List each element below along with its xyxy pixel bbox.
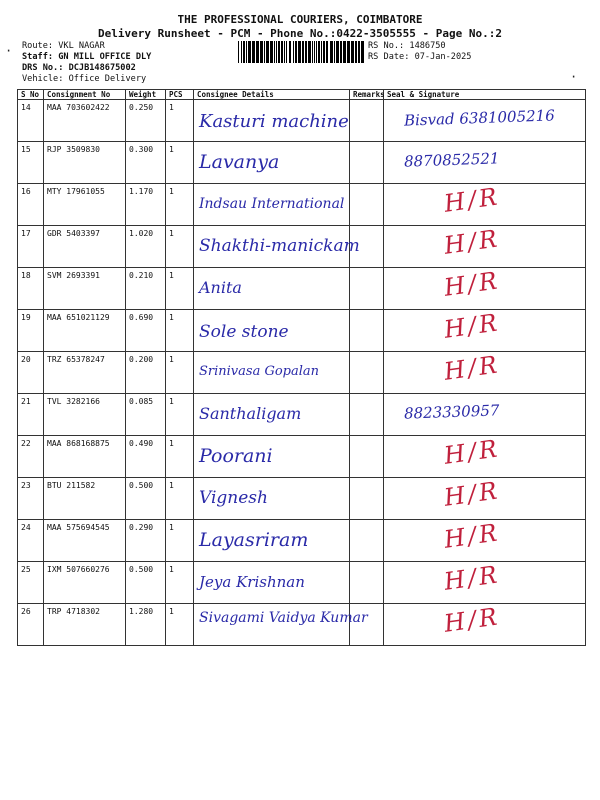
cell-remarks <box>350 310 384 352</box>
runsheet-table <box>17 89 586 646</box>
signature-handwriting: H/R <box>442 182 502 218</box>
consignee-handwriting: Santhaligam <box>199 404 302 423</box>
cell-consignee <box>194 604 368 646</box>
barcode-icon <box>238 41 364 63</box>
cell-sno: 14 <box>18 100 44 142</box>
barcode-bar <box>293 41 294 63</box>
cell-sno: 25 <box>18 562 44 604</box>
cell-weight: 0.690 <box>126 310 166 352</box>
cell-remarks <box>350 142 384 184</box>
barcode-bar <box>351 41 354 63</box>
barcode-bar <box>276 41 277 63</box>
runsheet-meta-right <box>368 41 471 63</box>
drs-number: DRS No.: DCJB148675002 <box>22 63 136 73</box>
cell-signature <box>384 352 586 394</box>
barcode-bar <box>241 41 242 63</box>
cell-signature <box>384 184 586 226</box>
col-header-signature: Seal & Signature <box>384 90 586 100</box>
cell-signature <box>384 604 586 646</box>
signature-handwriting: H/R <box>442 476 502 512</box>
signature-handwriting: 8870852521 <box>403 149 500 171</box>
signature-handwriting: H/R <box>442 266 502 302</box>
cell-remarks <box>350 100 384 142</box>
rs-number: RS No.: 1486750 <box>368 41 446 51</box>
consignee-handwriting: Kasturi machine <box>199 111 349 132</box>
consignee-handwriting: Anita <box>199 278 242 297</box>
cell-consignment: BTU 211582 <box>44 478 126 520</box>
cell-consignment: TRP 4718302 <box>44 604 126 646</box>
barcode-bar <box>340 41 342 63</box>
barcode-bar <box>321 41 322 63</box>
cell-pcs: 1 <box>166 226 194 268</box>
barcode-bar <box>323 41 325 63</box>
cell-weight: 0.200 <box>126 352 166 394</box>
cell-signature <box>384 562 586 604</box>
cell-consignment: SVM 2693391 <box>44 268 126 310</box>
staff-text: Staff: GN MILL OFFICE DLY <box>22 52 152 62</box>
cell-pcs: 1 <box>166 142 194 184</box>
cell-sno: 20 <box>18 352 44 394</box>
col-header-remarks: Remarks <box>350 90 384 100</box>
table-row <box>18 394 586 436</box>
table-header-row <box>18 90 586 100</box>
barcode-bar <box>326 41 328 63</box>
barcode-bar <box>302 41 304 63</box>
cell-pcs: 1 <box>166 436 194 478</box>
cell-sno: 17 <box>18 226 44 268</box>
table-row <box>18 436 586 478</box>
table-row <box>18 142 586 184</box>
cell-weight: 0.210 <box>126 268 166 310</box>
consignee-handwriting: Sole stone <box>199 322 289 342</box>
signature-handwriting: H/R <box>442 434 502 470</box>
signature-handwriting: H/R <box>442 350 502 386</box>
cell-pcs: 1 <box>166 604 194 646</box>
cell-pcs: 1 <box>166 478 194 520</box>
cell-pcs: 1 <box>166 352 194 394</box>
cell-pcs: 1 <box>166 520 194 562</box>
cell-signature <box>384 394 586 436</box>
cell-sno: 19 <box>18 310 44 352</box>
rs-date: RS Date: 07-Jan-2025 <box>368 52 472 62</box>
barcode-bar <box>330 41 333 63</box>
cell-weight: 0.085 <box>126 394 166 436</box>
signature-handwriting: H/R <box>442 224 502 260</box>
cell-pcs: 1 <box>166 310 194 352</box>
table-row <box>18 100 586 142</box>
barcode-bar <box>238 41 239 63</box>
table-row <box>18 604 586 646</box>
barcode-bar <box>264 41 265 63</box>
cell-consignee <box>194 436 350 478</box>
cell-consignment: TRZ 65378247 <box>44 352 126 394</box>
cell-weight: 1.170 <box>126 184 166 226</box>
barcode-bar <box>308 41 311 63</box>
barcode-bar <box>281 41 283 63</box>
barcode-bar <box>336 41 339 63</box>
cell-consignee <box>194 268 350 310</box>
barcode-bar <box>256 41 259 63</box>
barcode-bar <box>312 41 313 63</box>
cell-consignment: TVL 3282166 <box>44 394 126 436</box>
signature-handwriting: H/R <box>442 518 502 554</box>
cell-weight: 0.500 <box>126 478 166 520</box>
cell-pcs: 1 <box>166 268 194 310</box>
barcode-bar <box>347 41 350 63</box>
cell-remarks <box>350 352 384 394</box>
cell-consignee <box>194 520 350 562</box>
barcode-bar <box>278 41 280 63</box>
cell-sno: 23 <box>18 478 44 520</box>
barcode-bar <box>355 41 357 63</box>
cell-consignee <box>194 352 350 394</box>
cell-signature <box>384 478 586 520</box>
table-row <box>18 562 586 604</box>
cell-consignment: MAA 703602422 <box>44 100 126 142</box>
cell-signature <box>384 310 586 352</box>
barcode-bar <box>314 41 315 63</box>
col-header-pcs: PCS <box>166 90 194 100</box>
cell-pcs: 1 <box>166 100 194 142</box>
cell-pcs: 1 <box>166 184 194 226</box>
cell-sno: 16 <box>18 184 44 226</box>
consignee-handwriting: Poorani <box>199 445 273 467</box>
cell-pcs: 1 <box>166 394 194 436</box>
barcode-bar <box>284 41 285 63</box>
consignee-handwriting: Jeya Krishnan <box>199 573 305 591</box>
consignee-handwriting: Sivagami Vaidya Kumar <box>199 610 368 626</box>
barcode-bar <box>270 41 273 63</box>
cell-sno: 21 <box>18 394 44 436</box>
cell-sno: 18 <box>18 268 44 310</box>
cell-signature <box>384 520 586 562</box>
barcode-bar <box>295 41 297 63</box>
table-row <box>18 268 586 310</box>
barcode-bar <box>286 41 287 63</box>
cell-sno: 15 <box>18 142 44 184</box>
consignee-handwriting: Srinivasa Gopalan <box>199 364 320 379</box>
barcode-bar <box>305 41 307 63</box>
barcode-bar <box>252 41 255 63</box>
signature-handwriting: H/R <box>442 560 502 596</box>
barcode-bar <box>298 41 301 63</box>
cell-signature <box>384 226 586 268</box>
consignee-handwriting: Layasriram <box>199 529 309 551</box>
barcode-bar <box>289 41 291 63</box>
cell-signature <box>384 268 586 310</box>
barcode-bar <box>260 41 263 63</box>
barcode-bar <box>316 41 317 63</box>
table-row <box>18 352 586 394</box>
signature-handwriting: Bisvad 6381005216 <box>403 106 556 130</box>
cell-sno: 26 <box>18 604 44 646</box>
cell-weight: 0.290 <box>126 520 166 562</box>
cell-consignment: GDR 5403397 <box>44 226 126 268</box>
cell-remarks <box>350 394 384 436</box>
cell-signature <box>384 142 586 184</box>
runsheet-meta-left <box>22 41 151 85</box>
table-row <box>18 478 586 520</box>
cell-signature <box>384 436 586 478</box>
signature-handwriting: 8823330957 <box>403 401 500 423</box>
cell-remarks <box>350 436 384 478</box>
cell-consignment: MAA 575694545 <box>44 520 126 562</box>
signature-handwriting: H/R <box>442 602 502 638</box>
cell-consignee <box>194 562 350 604</box>
table-row <box>18 184 586 226</box>
cell-consignment: IXM 507660276 <box>44 562 126 604</box>
cell-consignee <box>194 184 350 226</box>
cell-consignee <box>194 310 350 352</box>
cell-weight: 1.280 <box>126 604 166 646</box>
col-header-consignee: Consignee Details <box>194 90 350 100</box>
cell-consignee <box>194 142 350 184</box>
cell-consignee <box>194 100 350 142</box>
consignee-handwriting: Vignesh <box>199 488 268 508</box>
consignee-handwriting: Indsau International <box>199 196 345 212</box>
cell-remarks <box>350 520 384 562</box>
vehicle-text: Vehicle: Office Delivery <box>22 74 147 84</box>
table-row <box>18 310 586 352</box>
cell-remarks <box>350 268 384 310</box>
cell-sno: 22 <box>18 436 44 478</box>
barcode-bar <box>318 41 320 63</box>
table-row <box>18 520 586 562</box>
barcode-bar <box>358 41 360 63</box>
cell-consignee <box>194 226 360 268</box>
cell-consignment: MAA 868168875 <box>44 436 126 478</box>
cell-weight: 1.020 <box>126 226 166 268</box>
scan-speck: · <box>570 70 578 84</box>
col-header-sno: S No <box>18 90 44 100</box>
cell-remarks <box>350 478 384 520</box>
runsheet-subtitle: Delivery Runsheet - PCM - Phone No.:0422-3505555 - Page No.:2 <box>98 27 502 40</box>
col-header-consignment: Consignment No <box>44 90 126 100</box>
barcode-bar <box>266 41 269 63</box>
cell-weight: 0.250 <box>126 100 166 142</box>
barcode-bar <box>243 41 245 63</box>
cell-consignee <box>194 394 350 436</box>
cell-consignee <box>194 478 350 520</box>
cell-weight: 0.300 <box>126 142 166 184</box>
barcode-bar <box>334 41 335 63</box>
cell-consignment: MAA 651021129 <box>44 310 126 352</box>
scan-speck: · <box>5 44 13 58</box>
company-title: THE PROFESSIONAL COURIERS, COIMBATORE <box>177 13 423 26</box>
cell-signature <box>384 100 586 142</box>
barcode-bar <box>274 41 275 63</box>
signature-handwriting: H/R <box>442 308 502 344</box>
cell-sno: 24 <box>18 520 44 562</box>
barcode-bar <box>343 41 346 63</box>
cell-remarks <box>350 562 384 604</box>
cell-weight: 0.500 <box>126 562 166 604</box>
barcode-bar <box>361 41 364 63</box>
cell-pcs: 1 <box>166 562 194 604</box>
cell-consignment: MTY 17961055 <box>44 184 126 226</box>
barcode-bar <box>248 41 251 63</box>
table-row <box>18 226 586 268</box>
route-text: Route: VKL NAGAR <box>22 41 105 51</box>
cell-consignment: RJP 3509830 <box>44 142 126 184</box>
barcode-bar <box>246 41 247 63</box>
col-header-weight: Weight <box>126 90 166 100</box>
cell-remarks <box>350 184 384 226</box>
consignee-handwriting: Lavanya <box>199 151 280 173</box>
cell-weight: 0.490 <box>126 436 166 478</box>
consignee-handwriting: Shakthi-manickam <box>199 236 360 256</box>
